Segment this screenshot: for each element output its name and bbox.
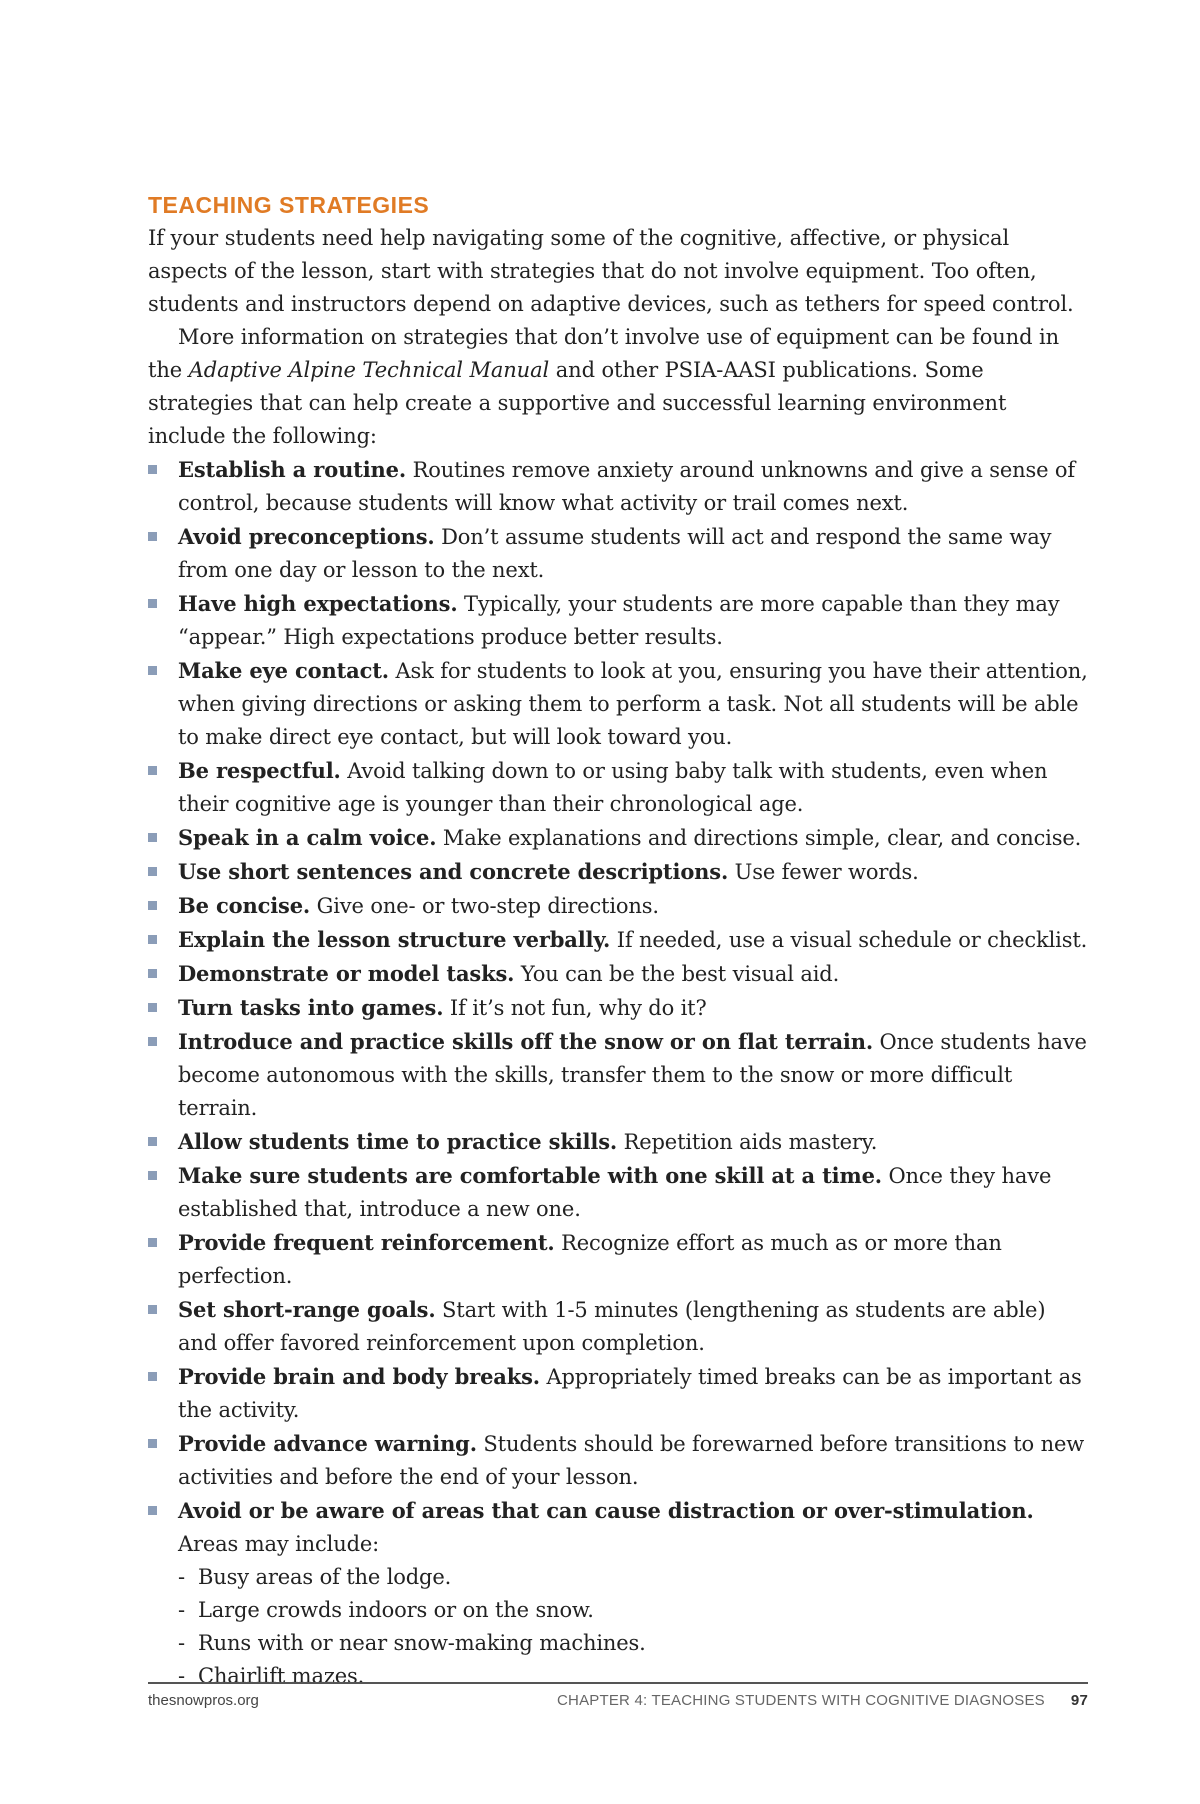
sub-list-item <box>178 1627 1088 1660</box>
strategy-text: Once students have become autonomous with the skills, transfer them to the snow or more difficult terrain. <box>178 1030 1087 1120</box>
strategy-text: Students should be forewarned before transitions to new activities and before the end of your lesson. <box>178 1432 1085 1489</box>
list-item <box>148 1360 1088 1427</box>
square-bullet-icon <box>148 1003 157 1012</box>
strategy-lead: Speak in a calm voice. <box>178 825 437 850</box>
strategy-lead: Be concise. <box>178 893 311 918</box>
strategy-lead: Set short-range goals. <box>178 1297 436 1322</box>
footer-chapter-info <box>557 1692 1088 1709</box>
para2-text-after: and other PSIA-AASI publications. Some strategies that can help create a supportive and successful learning environment include the following: <box>148 358 1007 448</box>
strategy-text: Appropriately timed breaks can be as important as the activity. <box>178 1365 1082 1422</box>
strategy-lead: Provide advance warning. <box>178 1431 477 1456</box>
square-bullet-icon <box>148 1238 157 1247</box>
strategy-lead: Have high expectations. <box>178 591 458 616</box>
footer-chapter-title: CHAPTER 4: TEACHING STUDENTS WITH COGNITIVE DIAGNOSES <box>557 1692 1045 1709</box>
strategy-text: Routines remove anxiety around unknowns and give a sense of control, because students will know what activity or trail comes next. <box>178 458 1076 515</box>
strategy-text: Typically, your students are more capable than they may “appear.” High expectations produce better results. <box>178 592 1060 649</box>
strategy-lead: Establish a routine. <box>178 457 407 482</box>
sub-item-text: Large crowds indoors or on the snow. <box>198 1598 594 1622</box>
strategy-text: Start with 1-5 minutes (lengthening as students are able) and offer favored reinforcement upon completion. <box>178 1298 1046 1355</box>
strategy-lead: Be respectful. <box>178 758 341 783</box>
square-bullet-icon <box>148 935 157 944</box>
strategy-lead: Turn tasks into games. <box>178 995 444 1020</box>
footer-divider <box>148 1682 1088 1684</box>
square-bullet-icon <box>148 1037 157 1046</box>
list-item <box>148 855 1088 889</box>
list-item <box>148 1125 1088 1159</box>
square-bullet-icon <box>148 465 157 474</box>
strategy-text: If needed, use a visual schedule or checklist. <box>610 928 1088 952</box>
square-bullet-icon <box>148 1506 157 1515</box>
list-item <box>148 1159 1088 1226</box>
strategy-lead: Make sure students are comfortable with one skill at a time. <box>178 1163 882 1188</box>
square-bullet-icon <box>148 1305 157 1314</box>
strategy-text: Don’t assume students will act and respond the same way from one day or lesson to the next. <box>178 525 1052 582</box>
dash-bullet: - <box>178 1664 185 1688</box>
strategy-lead: Provide frequent reinforcement. <box>178 1230 555 1255</box>
square-bullet-icon <box>148 1171 157 1180</box>
square-bullet-icon <box>148 969 157 978</box>
page-number: 97 <box>1070 1692 1088 1709</box>
strategy-lead: Introduce and practice skills off the snow or on flat terrain. <box>178 1029 874 1054</box>
list-item <box>148 1293 1088 1360</box>
strategy-lead: Explain the lesson structure verbally. <box>178 927 611 952</box>
list-item <box>148 821 1088 855</box>
square-bullet-icon <box>148 766 157 775</box>
manual-title: Adaptive Alpine Technical Manual <box>188 358 550 382</box>
second-paragraph <box>148 321 1088 453</box>
distraction-areas-list <box>178 1561 1088 1693</box>
dash-bullet: - <box>178 1598 185 1622</box>
dash-bullet: - <box>178 1565 185 1589</box>
list-item <box>148 957 1088 991</box>
square-bullet-icon <box>148 666 157 675</box>
strategy-text: You can be the best visual aid. <box>514 962 840 986</box>
page-content <box>148 190 1088 1693</box>
strategy-text: Avoid talking down to or using baby talk with students, even when their cognitive age is younger than their chronological age. <box>178 759 1048 816</box>
sub-item-text: Runs with or near snow-making machines. <box>198 1631 646 1655</box>
strategy-lead: Make eye contact. <box>178 658 389 683</box>
list-item <box>148 889 1088 923</box>
strategy-text: If it’s not fun, why do it? <box>443 996 707 1020</box>
strategy-text: Give one- or two-step directions. <box>310 894 659 918</box>
strategy-lead: Use short sentences and concrete descriptions. <box>178 859 729 884</box>
list-item <box>148 1494 1088 1693</box>
square-bullet-icon <box>148 1137 157 1146</box>
sub-list-item <box>178 1561 1088 1594</box>
square-bullet-icon <box>148 1439 157 1448</box>
list-item <box>148 587 1088 654</box>
sub-list-item <box>178 1594 1088 1627</box>
square-bullet-icon <box>148 532 157 541</box>
strategy-text: Areas may include: <box>178 1532 380 1556</box>
strategy-lead: Allow students time to practice skills. <box>178 1129 618 1154</box>
list-item <box>148 1427 1088 1494</box>
list-item <box>148 1025 1088 1125</box>
square-bullet-icon <box>148 901 157 910</box>
section-heading: TEACHING STRATEGIES <box>148 192 430 218</box>
strategy-text: Repetition aids mastery. <box>617 1130 878 1154</box>
list-item <box>148 1226 1088 1293</box>
list-item <box>148 654 1088 754</box>
strategy-lead: Provide brain and body breaks. <box>178 1364 540 1389</box>
sub-list-item <box>178 1660 1088 1693</box>
strategy-text: Ask for students to look at you, ensuring you have their attention, when giving directions or asking them to perform a task. Not all students will be able to make direct eye contact, but will look toward you. <box>178 659 1088 749</box>
list-item <box>148 520 1088 587</box>
square-bullet-icon <box>148 599 157 608</box>
square-bullet-icon <box>148 1372 157 1381</box>
strategy-lead: Demonstrate or model tasks. <box>178 961 515 986</box>
list-item <box>148 923 1088 957</box>
square-bullet-icon <box>148 833 157 842</box>
strategy-lead: Avoid preconceptions. <box>178 524 435 549</box>
strategy-text: Once they have established that, introduce a new one. <box>178 1164 1052 1221</box>
strategy-text: Recognize effort as much as or more than perfection. <box>178 1231 1002 1288</box>
list-item <box>148 991 1088 1025</box>
strategy-text: Make explanations and directions simple, clear, and concise. <box>436 826 1082 850</box>
footer-site-link[interactable]: thesnowpros.org <box>148 1692 259 1709</box>
dash-bullet: - <box>178 1631 185 1655</box>
sub-item-text: Chairlift mazes. <box>198 1664 365 1688</box>
strategy-text: Use fewer words. <box>728 860 919 884</box>
strategy-lead: Avoid or be aware of areas that can cause distraction or over-stimulation. <box>178 1498 1034 1523</box>
sub-item-text: Busy areas of the lodge. <box>198 1565 452 1589</box>
square-bullet-icon <box>148 867 157 876</box>
strategies-list <box>148 453 1088 1693</box>
intro-paragraph: If your students need help navigating some of the cognitive, affective, or physical aspects of the lesson, start with strategies that do not involve equipment. Too often, students and instructors depend on adaptive devices, such as tethers for speed control. <box>148 226 1074 316</box>
para2-text-before: More information on strategies that don’t involve use of equipment can be found in the <box>148 325 1060 382</box>
list-item <box>148 453 1088 520</box>
list-item <box>148 754 1088 821</box>
